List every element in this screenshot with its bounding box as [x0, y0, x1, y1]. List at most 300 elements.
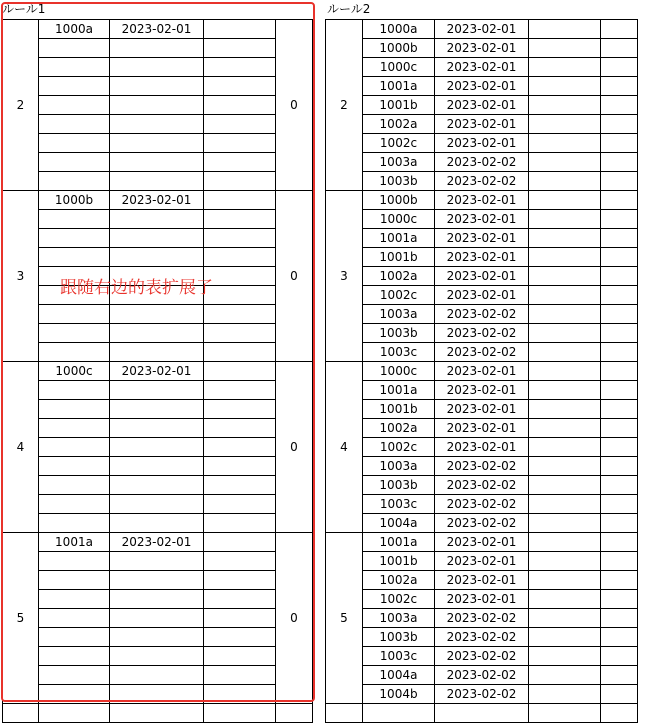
code-cell[interactable] — [39, 134, 110, 153]
date-cell[interactable]: 2023-02-01 — [110, 362, 204, 381]
empty-cell[interactable] — [529, 210, 601, 229]
table-row — [3, 533, 313, 552]
date-cell[interactable] — [110, 229, 204, 248]
code-cell[interactable]: 1001a — [39, 533, 110, 552]
date-cell[interactable]: 2023-02-01 — [110, 20, 204, 39]
table-row — [326, 134, 638, 153]
date-cell[interactable]: 2023-02-02 — [435, 343, 529, 362]
code-cell[interactable] — [39, 457, 110, 476]
empty-cell[interactable] — [529, 229, 601, 248]
table-row — [326, 476, 638, 495]
empty-cell[interactable] — [204, 191, 276, 210]
table-row — [3, 134, 313, 153]
empty-cell[interactable] — [601, 343, 638, 362]
empty-cell[interactable] — [601, 96, 638, 115]
empty-cell[interactable] — [204, 514, 276, 533]
date-cell[interactable]: 2023-02-01 — [435, 134, 529, 153]
empty-cell[interactable] — [204, 590, 276, 609]
date-cell[interactable] — [110, 39, 204, 58]
empty-cell[interactable] — [601, 514, 638, 533]
empty-cell[interactable] — [204, 362, 276, 381]
code-cell[interactable] — [39, 514, 110, 533]
code-cell[interactable] — [39, 419, 110, 438]
date-cell[interactable]: 2023-02-02 — [435, 514, 529, 533]
empty-cell[interactable] — [529, 419, 601, 438]
code-cell[interactable]: 1003b — [363, 172, 435, 191]
group-number-cell[interactable]: 3 — [326, 191, 363, 362]
empty-cell[interactable] — [39, 704, 110, 723]
empty-cell[interactable] — [204, 153, 276, 172]
empty-cell[interactable] — [601, 533, 638, 552]
rule1-table — [2, 19, 313, 723]
empty-cell[interactable] — [529, 590, 601, 609]
empty-cell[interactable] — [529, 191, 601, 210]
code-cell[interactable]: 1001b — [363, 552, 435, 571]
empty-cell[interactable] — [204, 343, 276, 362]
empty-cell[interactable] — [204, 305, 276, 324]
empty-cell[interactable] — [204, 609, 276, 628]
empty-cell[interactable] — [601, 400, 638, 419]
empty-cell[interactable] — [601, 590, 638, 609]
empty-cell[interactable] — [204, 476, 276, 495]
date-cell[interactable] — [110, 134, 204, 153]
code-cell[interactable] — [39, 77, 110, 96]
empty-cell[interactable] — [601, 381, 638, 400]
empty-cell[interactable] — [601, 39, 638, 58]
empty-cell[interactable] — [529, 172, 601, 191]
empty-cell[interactable] — [601, 571, 638, 590]
date-cell[interactable] — [110, 438, 204, 457]
date-cell[interactable] — [110, 305, 204, 324]
empty-cell[interactable] — [529, 286, 601, 305]
table-row — [326, 381, 638, 400]
empty-cell[interactable] — [529, 153, 601, 172]
empty-cell[interactable] — [204, 571, 276, 590]
empty-cell[interactable] — [529, 267, 601, 286]
date-cell[interactable] — [110, 115, 204, 134]
date-cell[interactable]: 2023-02-01 — [435, 590, 529, 609]
empty-cell[interactable] — [601, 115, 638, 134]
code-cell[interactable]: 1003b — [363, 324, 435, 343]
empty-cell[interactable] — [204, 647, 276, 666]
date-cell[interactable]: 2023-02-02 — [435, 153, 529, 172]
table-row — [326, 172, 638, 191]
code-cell[interactable]: 1003a — [363, 609, 435, 628]
empty-cell[interactable] — [529, 514, 601, 533]
empty-cell[interactable] — [601, 495, 638, 514]
code-cell[interactable] — [39, 210, 110, 229]
date-cell[interactable]: 2023-02-02 — [435, 324, 529, 343]
code-cell[interactable]: 1002c — [363, 590, 435, 609]
empty-cell[interactable] — [435, 704, 529, 723]
empty-cell[interactable] — [601, 286, 638, 305]
date-cell[interactable]: 2023-02-02 — [435, 172, 529, 191]
empty-cell[interactable] — [204, 704, 276, 723]
table-row — [3, 419, 313, 438]
date-cell[interactable]: 2023-02-02 — [435, 495, 529, 514]
empty-cell[interactable] — [529, 647, 601, 666]
empty-cell[interactable] — [204, 58, 276, 77]
date-cell[interactable]: 2023-02-01 — [435, 210, 529, 229]
empty-cell[interactable] — [363, 704, 435, 723]
code-cell[interactable] — [39, 685, 110, 704]
empty-cell[interactable] — [204, 267, 276, 286]
code-cell[interactable]: 1001a — [363, 533, 435, 552]
table-row — [3, 704, 313, 723]
date-cell[interactable]: 2023-02-02 — [435, 685, 529, 704]
date-cell[interactable]: 2023-02-01 — [435, 381, 529, 400]
result-cell[interactable]: 0 — [276, 533, 313, 704]
empty-cell[interactable] — [204, 20, 276, 39]
empty-cell[interactable] — [601, 362, 638, 381]
code-cell[interactable]: 1002a — [363, 115, 435, 134]
date-cell[interactable]: 2023-02-01 — [435, 96, 529, 115]
empty-cell[interactable] — [601, 77, 638, 96]
code-cell[interactable] — [39, 153, 110, 172]
result-cell[interactable]: 0 — [276, 191, 313, 362]
empty-cell[interactable] — [601, 609, 638, 628]
date-cell[interactable] — [110, 647, 204, 666]
date-cell[interactable]: 2023-02-01 — [435, 58, 529, 77]
empty-cell[interactable] — [110, 704, 204, 723]
date-cell[interactable] — [110, 514, 204, 533]
code-cell[interactable] — [39, 324, 110, 343]
table-row — [326, 39, 638, 58]
empty-cell[interactable] — [529, 39, 601, 58]
empty-cell[interactable] — [601, 685, 638, 704]
code-cell[interactable] — [39, 39, 110, 58]
empty-cell[interactable] — [601, 438, 638, 457]
date-cell[interactable] — [110, 590, 204, 609]
empty-cell[interactable] — [529, 400, 601, 419]
group-number-cell[interactable]: 4 — [3, 362, 39, 533]
date-cell[interactable]: 2023-02-01 — [435, 571, 529, 590]
table-row — [326, 400, 638, 419]
empty-cell[interactable] — [529, 704, 601, 723]
code-cell[interactable] — [39, 248, 110, 267]
empty-cell[interactable] — [601, 58, 638, 77]
result-cell[interactable]: 0 — [276, 20, 313, 191]
date-cell[interactable]: 2023-02-02 — [435, 666, 529, 685]
date-cell[interactable] — [110, 172, 204, 191]
table-row — [3, 96, 313, 115]
empty-cell[interactable] — [601, 20, 638, 39]
date-cell[interactable]: 2023-02-02 — [435, 647, 529, 666]
code-cell[interactable]: 1000a — [39, 20, 110, 39]
date-cell[interactable]: 2023-02-01 — [435, 115, 529, 134]
empty-cell[interactable] — [529, 20, 601, 39]
code-cell[interactable] — [39, 609, 110, 628]
code-cell[interactable]: 1004b — [363, 685, 435, 704]
table-row — [326, 533, 638, 552]
empty-cell[interactable] — [276, 704, 313, 723]
table-row — [326, 685, 638, 704]
table-row — [3, 552, 313, 571]
empty-cell[interactable] — [601, 704, 638, 723]
code-cell[interactable] — [39, 115, 110, 134]
date-cell[interactable] — [110, 324, 204, 343]
empty-cell[interactable] — [529, 324, 601, 343]
empty-cell[interactable] — [529, 609, 601, 628]
empty-cell[interactable] — [601, 324, 638, 343]
empty-cell[interactable] — [529, 685, 601, 704]
empty-cell[interactable] — [529, 552, 601, 571]
date-cell[interactable]: 2023-02-01 — [435, 286, 529, 305]
code-cell[interactable] — [39, 571, 110, 590]
empty-cell[interactable] — [204, 666, 276, 685]
code-cell[interactable]: 1001a — [363, 77, 435, 96]
empty-cell[interactable] — [204, 457, 276, 476]
empty-cell[interactable] — [204, 248, 276, 267]
table-row — [326, 609, 638, 628]
code-cell[interactable] — [39, 229, 110, 248]
empty-cell[interactable] — [601, 457, 638, 476]
code-cell[interactable]: 1003c — [363, 495, 435, 514]
date-cell[interactable] — [110, 685, 204, 704]
empty-cell[interactable] — [204, 286, 276, 305]
code-cell[interactable]: 1000b — [39, 191, 110, 210]
date-cell[interactable] — [110, 343, 204, 362]
table-row — [3, 248, 313, 267]
table-row — [3, 229, 313, 248]
rule2-table — [325, 19, 638, 723]
code-cell[interactable]: 1003c — [363, 647, 435, 666]
empty-cell[interactable] — [601, 666, 638, 685]
empty-cell[interactable] — [601, 248, 638, 267]
empty-cell[interactable] — [529, 438, 601, 457]
empty-cell[interactable] — [529, 362, 601, 381]
code-cell[interactable]: 1002a — [363, 419, 435, 438]
empty-cell[interactable] — [529, 77, 601, 96]
code-cell[interactable] — [39, 666, 110, 685]
group-number-cell[interactable]: 2 — [326, 20, 363, 191]
date-cell[interactable] — [110, 96, 204, 115]
date-cell[interactable]: 2023-02-02 — [435, 305, 529, 324]
group-number-cell[interactable]: 2 — [3, 20, 39, 191]
empty-cell[interactable] — [601, 172, 638, 191]
code-cell[interactable] — [39, 58, 110, 77]
date-cell[interactable] — [110, 476, 204, 495]
code-cell[interactable]: 1000c — [39, 362, 110, 381]
table-row — [3, 210, 313, 229]
group-number-cell[interactable]: 4 — [326, 362, 363, 533]
empty-cell[interactable] — [204, 628, 276, 647]
code-cell[interactable]: 1004a — [363, 666, 435, 685]
code-cell[interactable] — [39, 343, 110, 362]
code-cell[interactable]: 1003b — [363, 628, 435, 647]
empty-cell[interactable] — [204, 39, 276, 58]
table-row — [326, 191, 638, 210]
code-cell[interactable] — [39, 438, 110, 457]
empty-cell[interactable] — [529, 533, 601, 552]
code-cell[interactable]: 1003b — [363, 476, 435, 495]
empty-cell[interactable] — [529, 115, 601, 134]
empty-cell[interactable] — [601, 191, 638, 210]
date-cell[interactable]: 2023-02-02 — [435, 457, 529, 476]
date-cell[interactable] — [110, 495, 204, 514]
code-cell[interactable] — [39, 172, 110, 191]
date-cell[interactable]: 2023-02-01 — [110, 191, 204, 210]
empty-cell[interactable] — [204, 210, 276, 229]
date-cell[interactable]: 2023-02-01 — [435, 191, 529, 210]
empty-cell[interactable] — [601, 210, 638, 229]
date-cell[interactable]: 2023-02-01 — [435, 229, 529, 248]
date-cell[interactable] — [110, 457, 204, 476]
empty-cell[interactable] — [204, 438, 276, 457]
empty-cell[interactable] — [3, 704, 39, 723]
date-cell[interactable] — [110, 248, 204, 267]
empty-cell[interactable] — [204, 533, 276, 552]
code-cell[interactable]: 1003c — [363, 343, 435, 362]
code-cell[interactable]: 1001b — [363, 96, 435, 115]
code-cell[interactable]: 1001a — [363, 381, 435, 400]
empty-cell[interactable] — [204, 115, 276, 134]
empty-cell[interactable] — [204, 381, 276, 400]
code-cell[interactable] — [39, 495, 110, 514]
code-cell[interactable]: 1000b — [363, 39, 435, 58]
date-cell[interactable]: 2023-02-02 — [435, 609, 529, 628]
date-cell[interactable] — [110, 628, 204, 647]
date-cell[interactable]: 2023-02-01 — [435, 39, 529, 58]
code-cell[interactable]: 1003a — [363, 305, 435, 324]
empty-cell[interactable] — [204, 77, 276, 96]
empty-cell[interactable] — [529, 628, 601, 647]
date-cell[interactable] — [110, 609, 204, 628]
date-cell[interactable] — [110, 58, 204, 77]
date-cell[interactable] — [110, 210, 204, 229]
empty-cell[interactable] — [204, 229, 276, 248]
code-cell[interactable]: 1001b — [363, 248, 435, 267]
date-cell[interactable] — [110, 571, 204, 590]
empty-cell[interactable] — [529, 58, 601, 77]
code-cell[interactable] — [39, 647, 110, 666]
empty-cell[interactable] — [601, 229, 638, 248]
rule2-title: ルール2 — [327, 2, 371, 16]
code-cell[interactable]: 1000b — [363, 191, 435, 210]
empty-cell[interactable] — [204, 685, 276, 704]
code-cell[interactable] — [39, 96, 110, 115]
empty-cell[interactable] — [601, 647, 638, 666]
empty-cell[interactable] — [601, 267, 638, 286]
code-cell[interactable]: 1004a — [363, 514, 435, 533]
empty-cell[interactable] — [529, 381, 601, 400]
date-cell[interactable] — [110, 400, 204, 419]
empty-cell[interactable] — [204, 552, 276, 571]
empty-cell[interactable] — [204, 495, 276, 514]
code-cell[interactable]: 1002c — [363, 438, 435, 457]
empty-cell[interactable] — [204, 400, 276, 419]
empty-cell[interactable] — [204, 172, 276, 191]
empty-cell[interactable] — [529, 248, 601, 267]
code-cell[interactable] — [39, 400, 110, 419]
empty-cell[interactable] — [204, 134, 276, 153]
date-cell[interactable] — [110, 153, 204, 172]
date-cell[interactable] — [110, 552, 204, 571]
date-cell[interactable]: 2023-02-01 — [435, 248, 529, 267]
date-cell[interactable]: 2023-02-01 — [435, 533, 529, 552]
date-cell[interactable]: 2023-02-01 — [435, 552, 529, 571]
empty-cell[interactable] — [601, 552, 638, 571]
group-number-cell[interactable]: 5 — [326, 533, 363, 704]
table-row — [326, 77, 638, 96]
date-cell[interactable]: 2023-02-01 — [435, 77, 529, 96]
date-cell[interactable]: 2023-02-01 — [435, 267, 529, 286]
code-cell[interactable]: 1003a — [363, 457, 435, 476]
code-cell[interactable]: 1000c — [363, 362, 435, 381]
table-row — [326, 552, 638, 571]
date-cell[interactable]: 2023-02-01 — [435, 400, 529, 419]
date-cell[interactable] — [110, 666, 204, 685]
empty-cell[interactable] — [529, 457, 601, 476]
date-cell[interactable]: 2023-02-02 — [435, 476, 529, 495]
code-cell[interactable]: 1002a — [363, 267, 435, 286]
table-row — [3, 362, 313, 381]
code-cell[interactable]: 1000a — [363, 20, 435, 39]
code-cell[interactable]: 1001b — [363, 400, 435, 419]
table-row — [3, 305, 313, 324]
result-cell[interactable]: 0 — [276, 362, 313, 533]
empty-cell[interactable] — [204, 419, 276, 438]
empty-cell[interactable] — [601, 628, 638, 647]
table-row — [326, 628, 638, 647]
empty-cell[interactable] — [601, 476, 638, 495]
empty-cell[interactable] — [529, 134, 601, 153]
code-cell[interactable]: 1002c — [363, 134, 435, 153]
empty-cell[interactable] — [529, 495, 601, 514]
code-cell[interactable]: 1002a — [363, 571, 435, 590]
code-cell[interactable] — [39, 552, 110, 571]
code-cell[interactable] — [39, 381, 110, 400]
empty-cell[interactable] — [601, 134, 638, 153]
code-cell[interactable]: 1003a — [363, 153, 435, 172]
table-row — [3, 153, 313, 172]
date-cell[interactable]: 2023-02-02 — [435, 628, 529, 647]
code-cell[interactable]: 1002c — [363, 286, 435, 305]
empty-cell[interactable] — [204, 324, 276, 343]
group-number-cell[interactable]: 3 — [3, 191, 39, 362]
code-cell[interactable] — [39, 628, 110, 647]
code-cell[interactable] — [39, 476, 110, 495]
empty-cell[interactable] — [529, 666, 601, 685]
empty-cell[interactable] — [601, 153, 638, 172]
table-row — [326, 96, 638, 115]
empty-cell[interactable] — [204, 96, 276, 115]
empty-cell[interactable] — [529, 343, 601, 362]
group-number-cell[interactable]: 5 — [3, 533, 39, 704]
empty-cell[interactable] — [601, 305, 638, 324]
date-cell[interactable]: 2023-02-01 — [435, 419, 529, 438]
date-cell[interactable]: 2023-02-01 — [110, 533, 204, 552]
code-cell[interactable] — [39, 590, 110, 609]
code-cell[interactable]: 1000c — [363, 58, 435, 77]
date-cell[interactable] — [110, 419, 204, 438]
date-cell[interactable]: 2023-02-01 — [435, 20, 529, 39]
empty-cell[interactable] — [529, 571, 601, 590]
empty-cell[interactable] — [529, 305, 601, 324]
code-cell[interactable]: 1000c — [363, 210, 435, 229]
date-cell[interactable] — [110, 77, 204, 96]
empty-cell[interactable] — [529, 96, 601, 115]
empty-cell[interactable] — [601, 419, 638, 438]
empty-cell[interactable] — [529, 476, 601, 495]
date-cell[interactable] — [110, 381, 204, 400]
empty-cell[interactable] — [326, 704, 363, 723]
date-cell[interactable]: 2023-02-01 — [435, 362, 529, 381]
code-cell[interactable] — [39, 305, 110, 324]
code-cell[interactable]: 1001a — [363, 229, 435, 248]
date-cell[interactable]: 2023-02-01 — [435, 438, 529, 457]
table-row — [326, 419, 638, 438]
